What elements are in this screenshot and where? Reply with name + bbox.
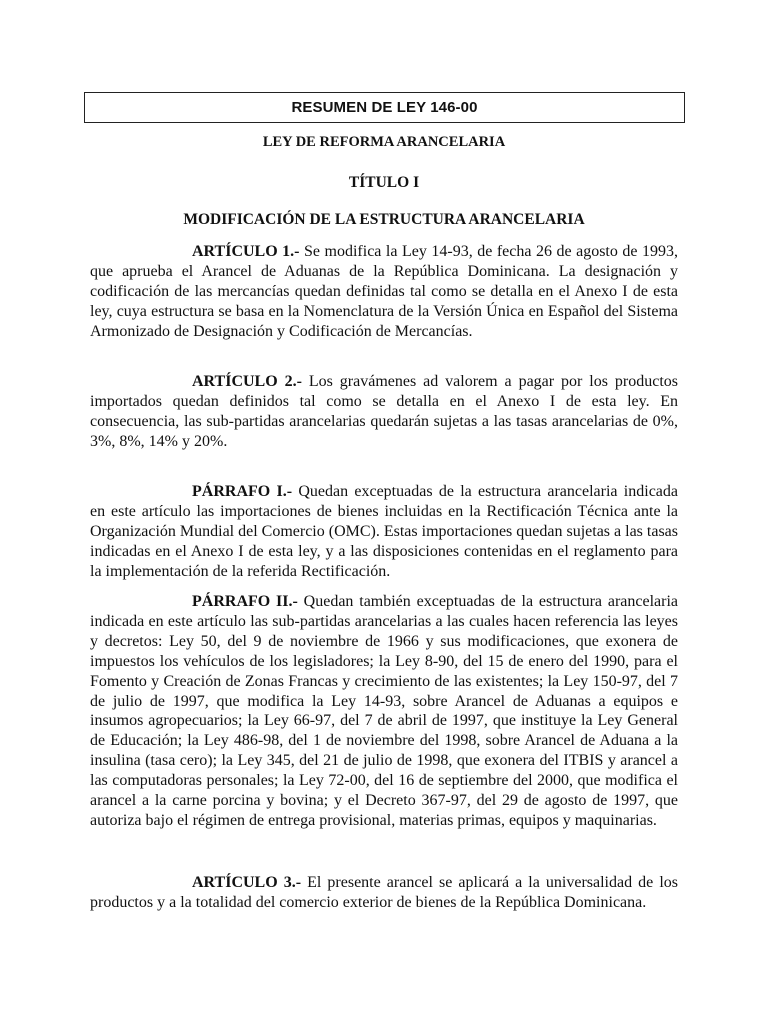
article-1-label: ARTÍCULO 1.-	[192, 243, 300, 260]
article-1-paragraph	[90, 242, 678, 342]
article-2-text: Los gravámenes ad valorem a pagar por los productos importados quedan definidos tal como se detalla en el Anexo I de esta ley. En consecuencia, las sub-partidas arancelarias quedarán sujetas a las tasas arancelarias de 0%, 3%, 8%, 14% y 20%.	[90, 373, 678, 450]
article-2-label: ARTÍCULO 2.-	[192, 373, 302, 390]
parrafo-1-label: PÁRRAFO I.-	[192, 483, 293, 500]
subtitle-heading: MODIFICACIÓN DE LA ESTRUCTURA ARANCELARIA	[183, 211, 585, 228]
parrafo-2-label: PÁRRAFO II.-	[192, 593, 298, 610]
parrafo-2-paragraph	[90, 592, 678, 831]
article-3-text: El presente arancel se aplicará a la universalidad de los productos y a la totalidad del comercio exterior de bienes de la República Dominicana.	[90, 874, 679, 911]
parrafo-1-paragraph	[90, 482, 678, 582]
article-3-paragraph	[90, 873, 678, 913]
parrafo-1-text: Quedan exceptuadas de la estructura arancelaria indicada en este artículo las importaciones de bienes incluidas en la Rectificación Técnica ante la Organización Mundial del Comercio (OMC). Estas importaciones quedan sujetas a las tasas indicadas en el Anexo I de esta ley, y a las disposiciones contenidas en el reglamento para la implementación de la referida Rectificación.	[90, 483, 679, 580]
article-1-text: Se modifica la Ley 14-93, de fecha 26 de agosto de 1993, que aprueba el Arancel de Aduanas de la República Dominicana. La designación y codificación de las mercancías quedan definidas tal como se detalla en el Anexo I de esta ley, cuya estructura se basa en la Nomenclatura de la Versión Única en Español del Sistema Armonizado de Designación y Codificación de Mercancías.	[90, 243, 679, 340]
article-2-paragraph	[90, 372, 678, 452]
title-heading: TÍTULO I	[348, 174, 420, 191]
document-title-box	[84, 92, 685, 123]
document-title: RESUMEN DE LEY 146-00	[291, 99, 478, 116]
article-3-label: ARTÍCULO 3.-	[192, 874, 302, 891]
law-name-heading: LEY DE REFORMA ARANCELARIA	[262, 134, 506, 150]
parrafo-2-text: Quedan también exceptuadas de la estructura arancelaria indicada en este artículo las sub-partidas arancelarias a las cuales hacen referencia las leyes y decretos: Ley 50, del 9 de noviembre de 1966 y sus modificaciones, que exonera de impuestos los vehículos de los legisladores; la Ley 8-90, del 15 de enero del 1990, para el Fomento y Creación de Zonas Francas y crecimiento de las existentes; la Ley 150-97, del 7 de julio de 1997, que modifica la Ley 14-93, sobre Arancel de Aduanas a equipos e insumos agropecuarios; la Ley 66-97, del 7 de abril de 1997, que instituye la Ley General de Educación; la Ley 486-98, del 1 de noviembre del 1998, sobre Arancel de Aduana a la insulina (tasa cero); la Ley 345, del 21 de julio de 1998, que exonera del ITBIS y arancel a las computadoras personales; la Ley 72-00, del 16 de septiembre del 2000, que modifica el arancel a la carne porcina y bovina; y el Decreto 367-97, del 29 de agosto de 1997, que autoriza bajo el régimen de entrega provisional, materias primas, equipos y maquinarias.	[90, 593, 678, 829]
